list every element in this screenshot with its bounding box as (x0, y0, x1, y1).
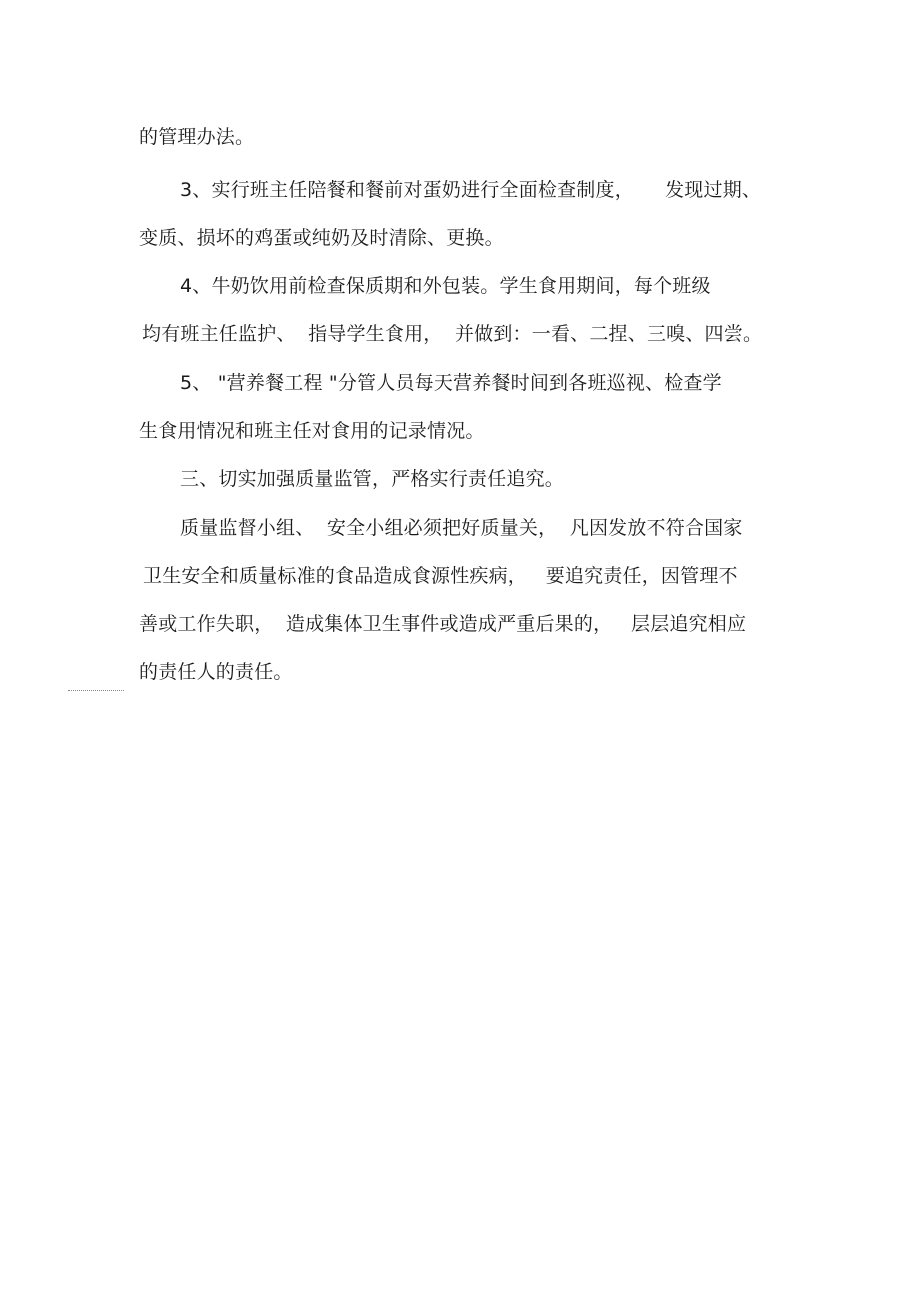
text-line-3: 变质、损坏的鸡蛋或纯奶及时清除、更换。 (139, 227, 504, 249)
text-line-10: 卫生安全和质量标准的食品造成食源性疾病， 要追究责任，因管理不 (143, 565, 738, 587)
text-line-9: 质量监督小组、 安全小组必须把好质量关， 凡因发放不符合国家 (180, 517, 743, 539)
text-line-7: 生食用情况和班主任对食用的记录情况。 (139, 420, 485, 442)
text-line-4: 4、牛奶饮用前检查保质期和外包装。学生食用期间，每个班级 (180, 275, 711, 297)
page-footer-dotted-rule (68, 690, 124, 691)
text-line-6: 5、 "营养餐工程 "分管人员每天营养餐时间到各班巡视、检查学 (180, 372, 722, 394)
text-line-2: 3、实行班主任陪餐和餐前对蛋奶进行全面检查制度， 发现过期、 (180, 179, 762, 201)
text-line-12: 的责任人的责任。 (139, 661, 293, 683)
text-line-1: 的管理办法。 (139, 126, 255, 148)
text-line-8: 三、切实加强质量监管，严格实行责任追究。 (180, 468, 565, 490)
text-line-11: 善或工作失职， 造成集体卫生事件或造成严重后果的， 层层追究相应 (139, 613, 747, 635)
text-line-5: 均有班主任监护、 指导学生食用， 并做到：一看、二捏、三嗅、四尝。 (142, 323, 763, 345)
